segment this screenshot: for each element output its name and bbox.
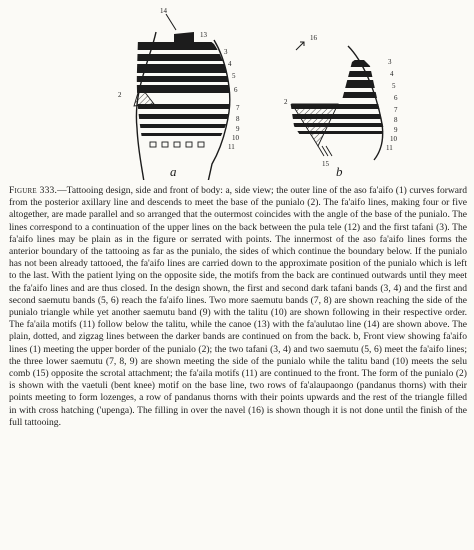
label-3: 3: [388, 58, 392, 66]
label-2: 2: [118, 91, 122, 99]
label-16: 16: [310, 34, 317, 42]
selu-comb-b: [318, 146, 332, 156]
figure-333-illustration: [0, 0, 474, 180]
label-3: 3: [224, 48, 228, 56]
label-6: 6: [394, 94, 398, 102]
label-9: 9: [236, 125, 240, 133]
label-11: 11: [386, 144, 393, 152]
panel-a-label: a: [170, 164, 177, 179]
panel-b-label: b: [336, 164, 343, 179]
canoe-motif-a: [174, 32, 194, 44]
label-11: 11: [228, 143, 235, 151]
label-5: 5: [232, 72, 236, 80]
label-7: 7: [394, 106, 398, 114]
label-9: 9: [394, 126, 398, 134]
label-13: 13: [200, 31, 207, 39]
label-12: 12: [200, 41, 207, 49]
label-4: 4: [390, 70, 394, 78]
figure-caption: [9, 185, 467, 429]
label-6: 6: [234, 86, 238, 94]
label-10: 10: [390, 135, 397, 143]
label-5: 5: [392, 82, 396, 90]
label-4: 4: [228, 60, 232, 68]
faaulutao-line-a: [166, 14, 176, 30]
label-15: 15: [322, 160, 329, 168]
label-8: 8: [394, 116, 398, 124]
label-14: 14: [160, 7, 167, 15]
side-view-panel-a: [118, 7, 240, 180]
label-2: 2: [284, 98, 288, 106]
label-8: 8: [236, 115, 240, 123]
figure-label: Figure 333.: [9, 185, 58, 196]
navel-arrow-icon: [296, 42, 304, 50]
front-view-panel-b: [280, 34, 400, 179]
caption-text: —Tattooing design, side and front of body: a, side view; the outer line of the aso fa'aifo (1) curves forward from the posterior axillary line and descends to meet the base of the punialo (2). The fa'aifo lines, making four or five altogether, are made parallel and so arranged that the outermost coincides with the angle of the base of the punialo. The lines correspond to a continuation of the upper lines on the back between the pula tele (12) and the first tafani (3). The fa'aifo lines may be plain as in the figure or serrated with points. The innermost of the aso fa'aifo lines forms the anterior boundary of the tattooing as far as the punialo, the sides of which continue the boundary below. If the punialo has not been already tattooed, the fa'aifo lines are carried down to the approximate position of the punialo which is left to the last. With the patient lying on the opposite side, the motifs from the back are continued outwards until they meet the fa'aifo lines and are thus closed. In the design shown, the first and second dark tafani bands (3, 4) and the first and second saemutu bands (5, 6) reach the fa'aifo lines. Two more saemutu bands (7, 8) are shown reaching the side of the punialo triangle while yet another saemutu band (9) with the talitu (10) are shown following in their respective order. The fa'aila motifs (11) follow below the talitu, while the canoe (13) with the fa'aulutao line (14) are shown above. The plain, dotted, and zigzag lines between the darker bands are continued on from the back. b, Front view showing fa'aifo lines (1) meeting the upper border of the punialo (2); the two tafani (3, 4) and two saemutu (5, 6) meet the fa'aifo lines; the three lower saemutu (7, 8, 9) are shown meeting the side of the punialo while the talitu band (10) meets the selu comb (15) opposite the scrotal attachment; the fa'aila motifs (11) are continued to the front. The form of the punialo (2) is shown with the vaetuli (bent knee) motif on the base line, two rows of fa'alaupaongo (pandanus thorns) with their points meeting to form lozenges, a row of pandanus thorns with their points upwards and the rest of the triangle filled in with cross hatching ('upenga). The filling in over the navel (16) is shown though it is not done until the finish of the full tattooing.: [9, 185, 467, 428]
label-10: 10: [232, 134, 239, 142]
label-7: 7: [236, 104, 240, 112]
